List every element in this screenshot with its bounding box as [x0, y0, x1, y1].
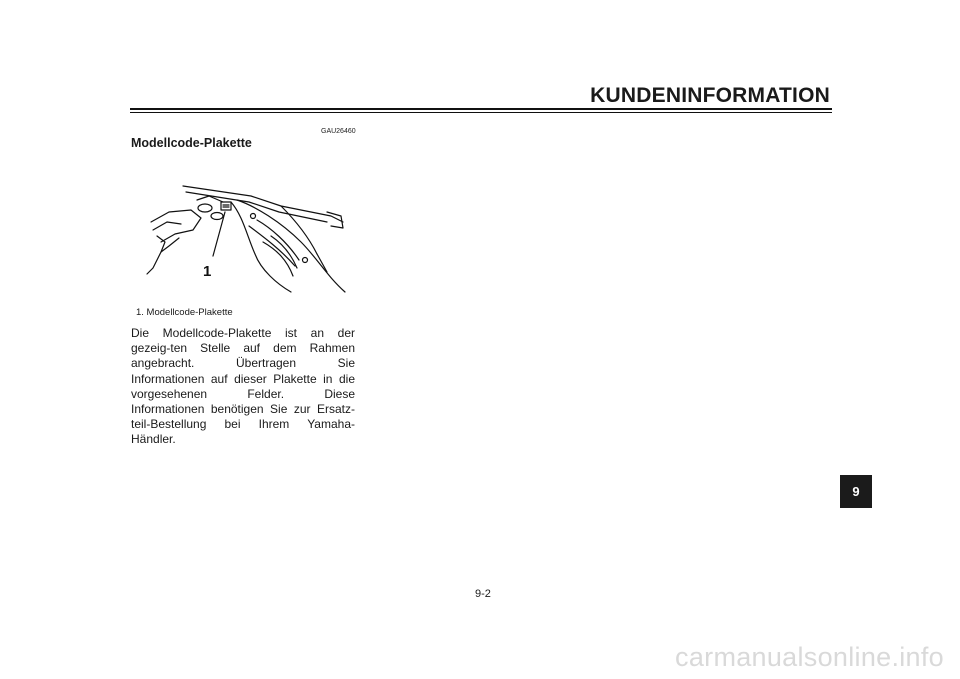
callout-number: 1 [203, 263, 212, 280]
model-label-illustration [131, 172, 355, 302]
chapter-tab-number: 9 [852, 484, 860, 499]
header-rule [130, 108, 832, 110]
body-paragraph: Die Modellcode-Plakette ist an der gezeig-ten Stelle auf dem Rahmen angebracht. Übertragen Sie Informationen auf dieser Plakette in die vorgesehenen Felder. Diese Informationen benötigen Sie zur Ersatz-teil-Bestellung bei Ihrem Yamaha-Händler. [131, 326, 355, 447]
section-heading: Modellcode-Plakette [131, 136, 252, 150]
figure-caption: 1. Modellcode-Plakette [136, 307, 233, 318]
watermark: carmanualsonline.info [675, 642, 944, 672]
header-rule-thin [130, 112, 832, 113]
frame-drawing [131, 172, 355, 302]
section-code: GAU26460 [321, 128, 356, 135]
chapter-tab[interactable] [840, 475, 872, 508]
page-number: 9-2 [475, 588, 491, 600]
page-header-title: KUNDENINFORMATION [590, 84, 830, 107]
